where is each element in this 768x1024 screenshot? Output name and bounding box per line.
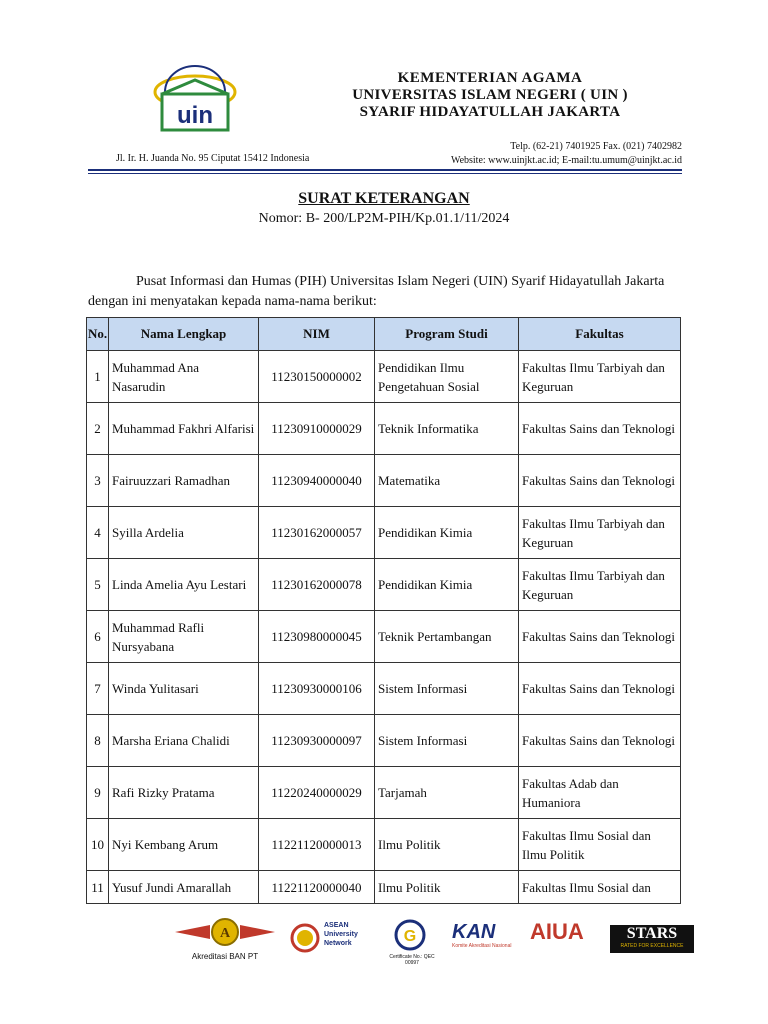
cell-faculty: Fakultas Ilmu Tarbiyah dan Keguruan [519,507,681,559]
logo-text: uin [177,102,213,129]
aiua-logo: AIUA [530,919,584,944]
letterhead [300,70,680,121]
cell-program: Teknik Informatika [375,403,519,455]
cell-program: Teknik Pertambangan [375,611,519,663]
cell-name: Yusuf Jundi Amarallah [109,871,259,904]
header-no: No. [87,318,109,351]
stars-badge [610,925,694,953]
table-row [87,663,681,715]
cell-faculty: Fakultas Adab dan Humaniora [519,767,681,819]
cell-no: 4 [87,507,109,559]
ministry-name: KEMENTERIAN AGAMA [397,70,583,86]
cell-faculty: Fakultas Sains dan Teknologi [519,715,681,767]
asean-label: ASEAN University Network [324,922,358,947]
table-header-row [87,318,681,351]
cell-no: 9 [87,767,109,819]
table-row [87,611,681,663]
cell-no: 10 [87,819,109,871]
uin-logo [148,62,242,138]
cell-nim: 11230930000097 [259,715,375,767]
asean-emblem-icon [290,923,320,953]
letter-title: SURAT KETERANGAN [298,190,470,207]
cell-program: Ilmu Politik [375,871,519,904]
cell-program: Ilmu Politik [375,819,519,871]
cell-name: Linda Amelia Ayu Lestari [109,559,259,611]
cell-faculty: Fakultas Ilmu Sosial dan [519,871,681,904]
table-row [87,455,681,507]
cell-name: Fairuuzzari Ramadhan [109,455,259,507]
kan-sub-label: Komite Akreditasi Nasional [452,943,512,949]
cell-nim: 11230162000078 [259,559,375,611]
cell-nim: 11220240000029 [259,767,375,819]
table-row [87,559,681,611]
cell-program: Pendidikan Ilmu Pengetahuan Sosial [375,351,519,403]
aiua-badge [530,919,600,963]
certificate-emblem-icon [394,919,426,951]
table-row [87,715,681,767]
ban-pt-label: Akreditasi BAN PT [191,952,259,961]
cell-no: 6 [87,611,109,663]
university-location: SYARIF HIDAYATULLAH JAKARTA [359,104,621,120]
website-email: Website: www.uinjkt.ac.id; E-mail:tu.umum@uinjkt.ac.id [450,155,682,166]
cell-faculty: Fakultas Sains dan Teknologi [519,403,681,455]
intro-paragraph: Pusat Informasi dan Humas (PIH) Universitas Islam Negeri (UIN) Syarif Hidayatullah Jakarta dengan ini menyatakan kepada nama-nama berikut: [88,274,665,309]
cell-faculty: Fakultas Ilmu Tarbiyah dan Keguruan [519,559,681,611]
university-name: UNIVERSITAS ISLAM NEGERI ( UIN ) [352,87,628,103]
header-rule-thin [88,173,682,174]
asean-badge [290,921,368,961]
ban-pt-badge [170,917,280,967]
cell-no: 11 [87,871,109,904]
cell-name: Winda Yulitasari [109,663,259,715]
student-table [86,317,681,904]
address: Jl. Ir. H. Juanda No. 95 Ciputat 15412 Indonesia [116,153,310,164]
table-row [87,403,681,455]
table-row [87,871,681,904]
cell-faculty: Fakultas Sains dan Teknologi [519,663,681,715]
iso-certificate-badge [382,919,442,965]
cell-nim: 11230930000106 [259,663,375,715]
cell-no: 7 [87,663,109,715]
cell-faculty: Fakultas Sains dan Teknologi [519,455,681,507]
cell-no: 3 [87,455,109,507]
header-nim: NIM [259,318,375,351]
cell-nim: 11230980000045 [259,611,375,663]
cell-nim: 11221120000040 [259,871,375,904]
svg-text:G: G [403,928,417,945]
cell-name: Muhammad Ana Nasarudin [109,351,259,403]
cell-name: Muhammad Fakhri Alfarisi [109,403,259,455]
cell-no: 5 [87,559,109,611]
cell-nim: 11230162000057 [259,507,375,559]
cell-program: Tarjamah [375,767,519,819]
cell-no: 8 [87,715,109,767]
table-row [87,819,681,871]
cell-nim: 11230910000029 [259,403,375,455]
certificate-label: Certificate No.: QEC 00997 [389,954,435,966]
cell-program: Matematika [375,455,519,507]
stars-logo: STARS [626,925,678,942]
cell-name: Nyi Kembang Arum [109,819,259,871]
cell-name: Syilla Ardelia [109,507,259,559]
cell-name: Rafi Rizky Pratama [109,767,259,819]
cell-faculty: Fakultas Ilmu Tarbiyah dan Keguruan [519,351,681,403]
stars-sub-label: RATED FOR EXCELLENCE [620,943,684,949]
table-row [87,767,681,819]
cell-name: Marsha Eriana Chalidi [109,715,259,767]
header-program: Program Studi [375,318,519,351]
cell-no: 1 [87,351,109,403]
phone-fax: Telp. (62-21) 7401925 Fax. (021) 7402982 [510,141,682,152]
header-name: Nama Lengkap [109,318,259,351]
contact-info [451,140,682,168]
kan-logo: KAN [452,921,496,943]
cell-no: 2 [87,403,109,455]
cell-faculty: Fakultas Ilmu Sosial dan Ilmu Politik [519,819,681,871]
cell-faculty: Fakultas Sains dan Teknologi [519,611,681,663]
header-rule-thick [88,169,682,171]
cell-program: Pendidikan Kimia [375,559,519,611]
cell-nim: 11230150000002 [259,351,375,403]
accreditation-footer [170,915,700,967]
cell-name: Muhammad Rafli Nursyabana [109,611,259,663]
svg-text:A: A [219,926,231,941]
ban-pt-emblem-icon [170,917,280,947]
kan-badge [452,921,520,965]
letter-number: Nomor: B- 200/LP2M-PIH/Kp.01.1/11/2024 [258,211,510,226]
table-row [87,351,681,403]
cell-program: Pendidikan Kimia [375,507,519,559]
cell-nim: 11221120000013 [259,819,375,871]
table-row [87,507,681,559]
cell-program: Sistem Informasi [375,715,519,767]
cell-nim: 11230940000040 [259,455,375,507]
header-faculty: Fakultas [519,318,681,351]
cell-program: Sistem Informasi [375,663,519,715]
